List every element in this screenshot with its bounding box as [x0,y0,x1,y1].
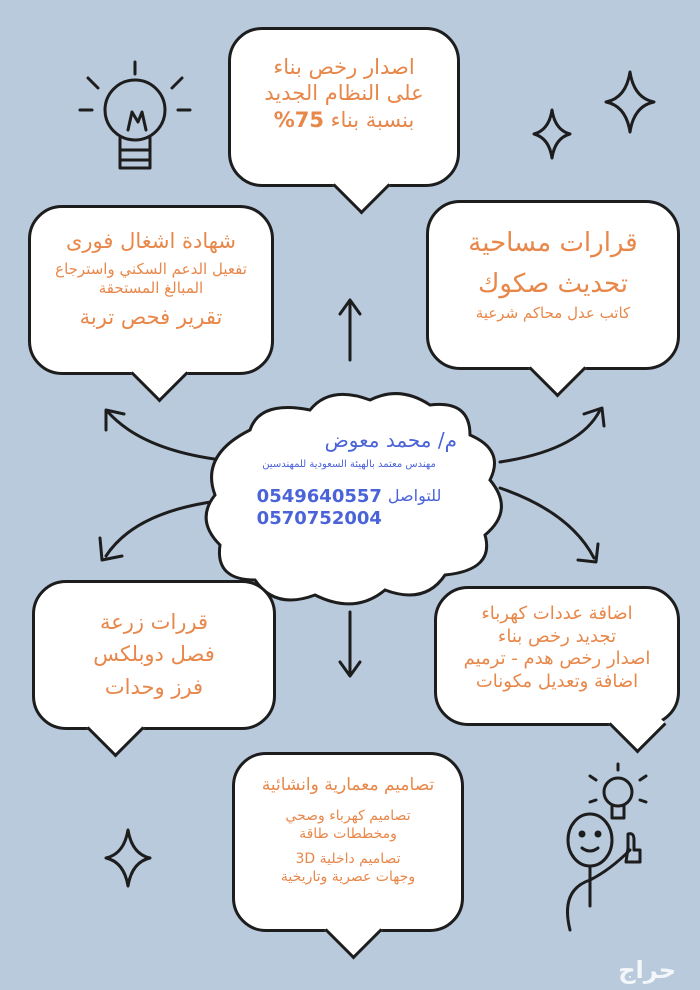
bubble-survey-decisions [426,200,680,370]
bubble-line: اضافة عددات كهرباء [481,603,633,624]
text-line: اصدار رخص بناء [273,55,415,79]
bubble-line: ومخططات طاقة [299,825,397,842]
arrow-upper-right [500,408,604,462]
arrow-up [340,300,360,360]
bubble-line: تحديث صكوك [478,268,628,299]
engineer-name: م/ محمد معوض [324,428,457,452]
phone-number[interactable]: 0570752004 [256,508,382,529]
bubble-line: فرز وحدات [104,674,204,699]
bubble-subtitle: كاتب عدل محاكم شرعية [475,304,631,322]
bubble-footer: تقرير فحص تربة [79,304,223,329]
lightbulb-icon [80,62,190,168]
engineer-title: مهندس معتمد بالهيئة السعودية للمهندسين [262,459,436,470]
phone-number[interactable]: 0549640557 [256,485,382,507]
bubble-designs [232,752,464,932]
bubble-subdivision [32,580,276,730]
bubble-title: تصاميم معمارية وانشائية [261,775,435,795]
bubble-line: اضافة وتعديل مكونات [475,670,639,692]
bubble-line: تجديد رخص بناء [497,625,617,647]
sparkle-icon [534,110,570,158]
bubble-title: قرارات مساحية [468,228,638,258]
center-info [225,428,473,531]
watermark-logo: حراج [618,956,676,984]
bubble-subtitle: تفعيل الدعم السكني واسترجاع [55,260,247,279]
bubble-electric-meters [434,586,680,726]
bubble-subtitle: المبالغ المستحقة [98,279,204,297]
bubble-title: شهادة اشغال فورى [65,229,237,253]
person-idea-icon [568,764,647,930]
bubble-building-permits [228,27,460,187]
bubble-occupancy-certificate [28,205,274,375]
text-line: بنسبة بناء 75% [273,107,415,132]
sparkle-icon [606,72,654,132]
bubble-line: اصدار رخص هدم - ترميم [463,648,651,669]
sparkle-icon [106,830,150,886]
text-line: على النظام الجديد [264,81,424,106]
bubble-line: قررات زرعة [99,610,209,634]
bubble-line: فصل دوبلكس [93,642,215,667]
bubble-line: تصاميم داخلية 3D [295,851,401,868]
bubble-line: وجهات عصرية وتاريخية [280,868,416,885]
arrow-lower-right [500,488,598,562]
bubble-line: تصاميم كهرباء وصحي [285,808,411,825]
arrow-down [340,612,360,676]
arrow-upper-left [106,410,222,460]
contact-label: للتواصل [387,485,442,505]
